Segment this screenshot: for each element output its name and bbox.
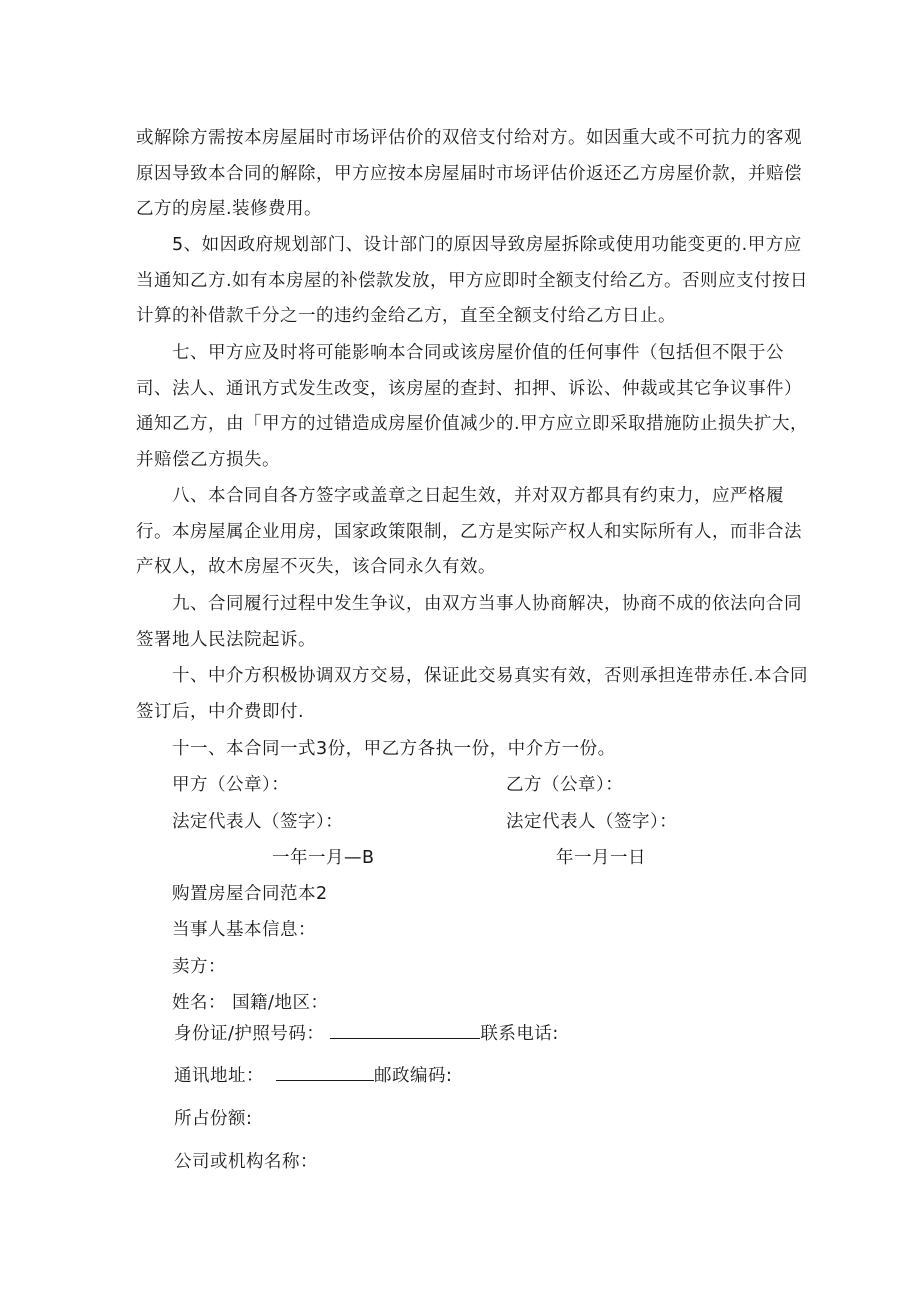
party-a-seal-label: 甲方（公章）： — [172, 775, 290, 795]
paragraph-clause-5 — [136, 228, 809, 335]
paragraph-clause-9 — [136, 587, 802, 658]
paragraph-clause-8 — [136, 479, 802, 586]
address-row — [174, 1061, 452, 1088]
text-line: 签订后，中介费即付. — [136, 701, 305, 722]
text-line: 或解除方需按本房屋届时市场评估价的双倍支付给对方。如因重大或不可抗力的客观 — [136, 128, 802, 148]
id-number-label: 身份证/护照号码： — [174, 1024, 325, 1044]
party-b-representative-label: 法定代表人（签字）： — [506, 812, 678, 832]
text-line: 九、合同履行过程中发生争议，由双方当事人协商解决，协商不成的依法向合同 — [172, 594, 802, 614]
clause-11: 十一、本合同一式3份，甲乙方各执一份，中介方一份。 — [172, 739, 616, 759]
seller-label: 卖方： — [172, 957, 226, 977]
phone-label: 联系电话: — [480, 1024, 559, 1044]
text-line: 通知乙方，由「甲方的过错造成房屋价值减少的.甲方应立即采取措施防止损失扩大， — [136, 414, 809, 434]
text-line: 乙方的房屋.装修费用。 — [136, 199, 323, 219]
address-blank — [276, 1061, 374, 1081]
text-line: 行。本房屋属企业用房，国家政策限制，乙方是实际产权人和实际所有人，而非合法 — [136, 521, 802, 542]
party-b-seal-label: 乙方（公章）： — [506, 775, 624, 795]
party-a-representative-label: 法定代表人（签字）： — [172, 812, 344, 832]
text-line: 司、法人、通讯方式发生改变，该房屋的查封、扣押、诉讼、仲裁或其它争议事件） — [136, 378, 802, 399]
id-number-row — [174, 1019, 559, 1046]
postcode-label: 邮政编码: — [374, 1066, 453, 1086]
id-number-blank — [330, 1019, 480, 1039]
text-line: 计算的补借款千分之一的违约金给乙方，直至全额支付给乙方日止。 — [136, 306, 676, 326]
address-label: 通讯地址： — [174, 1066, 264, 1086]
share-label: 所占份额: — [174, 1109, 253, 1129]
party-a-date: 一年一月—B — [272, 848, 375, 868]
template-2-title: 购置房屋合同范本2 — [172, 884, 328, 904]
basic-info-label: 当事人基本信息： — [172, 920, 316, 940]
paragraph-continuation — [136, 121, 802, 228]
text-line: 5、如因政府规划部门、设计部门的原因导致房屋拆除或使用功能变更的.甲方应 — [172, 235, 802, 255]
text-line: 产权人，故木房屋不灭失，该合同永久有效。 — [136, 557, 496, 577]
paragraph-clause-10 — [136, 659, 809, 730]
text-line: 原因导致本合同的解除，甲方应按本房屋届时市场评估价返还乙方房屋价款，并赔偿 — [136, 163, 802, 184]
text-line: 八、本合同自各方签字或盖章之日起生效，并对双方都具有约束力，应严格履 — [172, 486, 784, 506]
text-line: 并赔偿乙方损失。 — [136, 449, 280, 470]
text-line: 当通知乙方.如有本房屋的补偿款发放，甲方应即时全额支付给乙方。否则应支付按日 — [136, 270, 809, 291]
paragraph-clause-7 — [136, 336, 809, 478]
text-line: 十、中介方积极协调双方交易，保证此交易真实有效，否则承担连带赤任.本合同 — [172, 666, 809, 686]
company-name-label: 公司或机构名称： — [174, 1152, 318, 1172]
text-line: 七、甲方应及时将可能影响本合同或该房屋价值的任何事件（包括但不限于公 — [172, 343, 784, 363]
name-nationality-label: 姓名： 国籍/地区： — [172, 993, 329, 1013]
text-line: 签署地人民法院起诉。 — [136, 629, 316, 650]
party-b-date: 年一月一日 — [556, 848, 646, 868]
